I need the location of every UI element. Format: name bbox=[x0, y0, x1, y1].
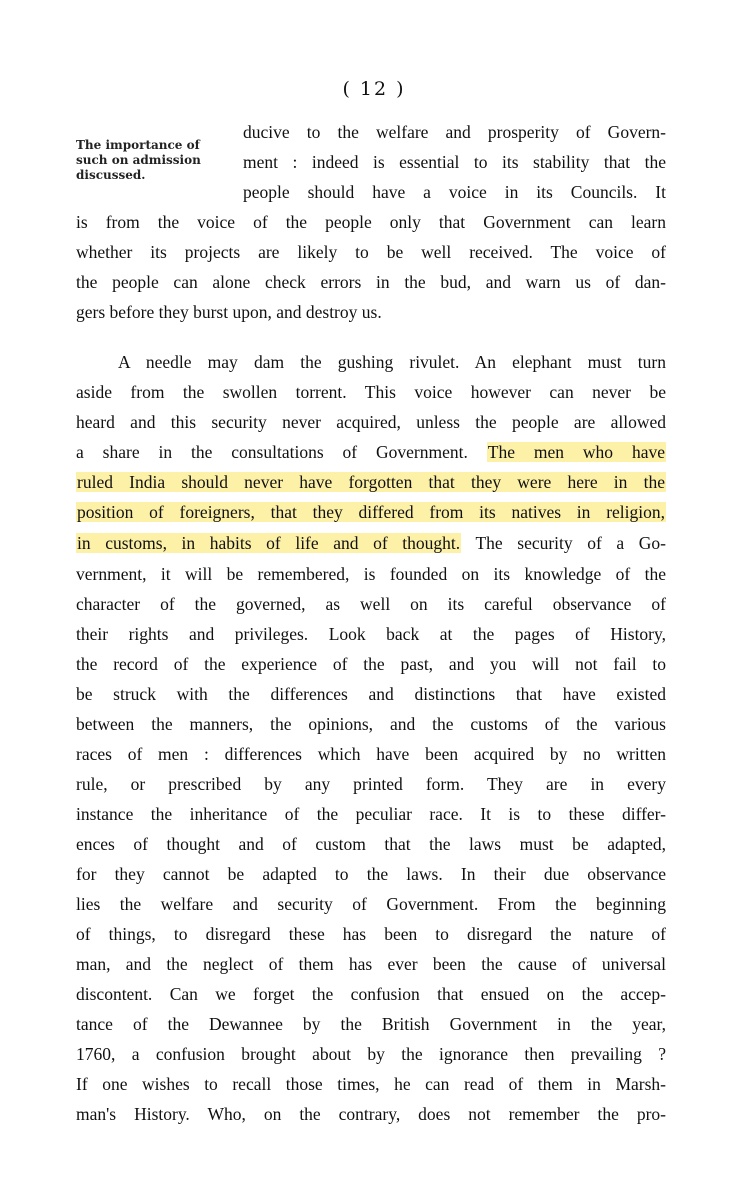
margin-note-line: such on admission bbox=[76, 153, 201, 167]
text-line bbox=[76, 531, 666, 555]
text-line: is from the voice of the people only that Government can learn bbox=[76, 212, 666, 232]
page-number: ( 12 ) bbox=[342, 78, 406, 100]
highlighted-text: The men who have bbox=[487, 442, 665, 462]
highlighted-text: ruled India should never have forgotten that they were here in the bbox=[77, 472, 665, 492]
text-line: the record of the experience of the past, and you will not fail to bbox=[76, 654, 666, 674]
text-line: the people can alone check errors in the bud, and warn us of dan- bbox=[76, 272, 666, 292]
margin-note-line: The importance of bbox=[76, 138, 200, 152]
text-line bbox=[76, 500, 666, 524]
text-segment: a share in the consultations of Government. bbox=[76, 442, 468, 462]
text-line: whether its projects are likely to be well received. The voice of bbox=[76, 242, 666, 262]
text-line: ducive to the welfare and prosperity of Govern- bbox=[243, 122, 666, 142]
text-line: be struck with the differences and distinctions that have existed bbox=[76, 684, 666, 704]
text-line: rule, or prescribed by any printed form. They are in every bbox=[76, 774, 666, 794]
text-line: aside from the swollen torrent. This voice however can never be bbox=[76, 382, 666, 402]
highlighted-text: position of foreigners, that they differed from its natives in religion, bbox=[77, 502, 665, 522]
text-line: races of men : differences which have been acquired by no written bbox=[76, 744, 666, 764]
text-line: their rights and privileges. Look back at the pages of History, bbox=[76, 624, 666, 644]
text-line: gers before they burst upon, and destroy us. bbox=[76, 302, 382, 322]
text-line: ment : indeed is essential to its stability that the bbox=[243, 152, 666, 172]
text-line bbox=[76, 440, 666, 464]
text-line: 1760, a confusion brought about by the ignorance then prevailing ? bbox=[76, 1044, 666, 1064]
text-line: vernment, it will be remembered, is founded on its knowledge of the bbox=[76, 564, 666, 584]
highlighted-text: in customs, in habits of life and of thought. bbox=[77, 533, 461, 553]
text-line: character of the governed, as well on its careful observance of bbox=[76, 594, 666, 614]
text-segment: The security of a Go- bbox=[475, 533, 667, 553]
text-line: lies the welfare and security of Government. From the beginning bbox=[76, 894, 666, 914]
text-line bbox=[76, 470, 666, 494]
text-line: heard and this security never acquired, unless the people are allowed bbox=[76, 412, 666, 432]
text-line: people should have a voice in its Councils. It bbox=[243, 182, 666, 202]
text-line: tance of the Dewannee by the British Government in the year, bbox=[76, 1014, 666, 1034]
text-line: of things, to disregard these has been to disregard the nature of bbox=[76, 924, 666, 944]
text-line: ences of thought and of custom that the laws must be adapted, bbox=[76, 834, 666, 854]
margin-note-line: discussed. bbox=[76, 168, 146, 182]
margin-note bbox=[76, 138, 226, 183]
text-line: discontent. Can we forget the confusion that ensued on the accep- bbox=[76, 984, 666, 1004]
text-line: If one wishes to recall those times, he can read of them in Marsh- bbox=[76, 1074, 666, 1094]
text-line: man, and the neglect of them has ever been the cause of universal bbox=[76, 954, 666, 974]
text-line: A needle may dam the gushing rivulet. An elephant must turn bbox=[118, 352, 666, 372]
text-line: instance the inheritance of the peculiar race. It is to these differ- bbox=[76, 804, 666, 824]
text-line: for they cannot be adapted to the laws. In their due observance bbox=[76, 864, 666, 884]
text-line: between the manners, the opinions, and the customs of the various bbox=[76, 714, 666, 734]
text-line: man's History. Who, on the contrary, does not remember the pro- bbox=[76, 1104, 666, 1124]
